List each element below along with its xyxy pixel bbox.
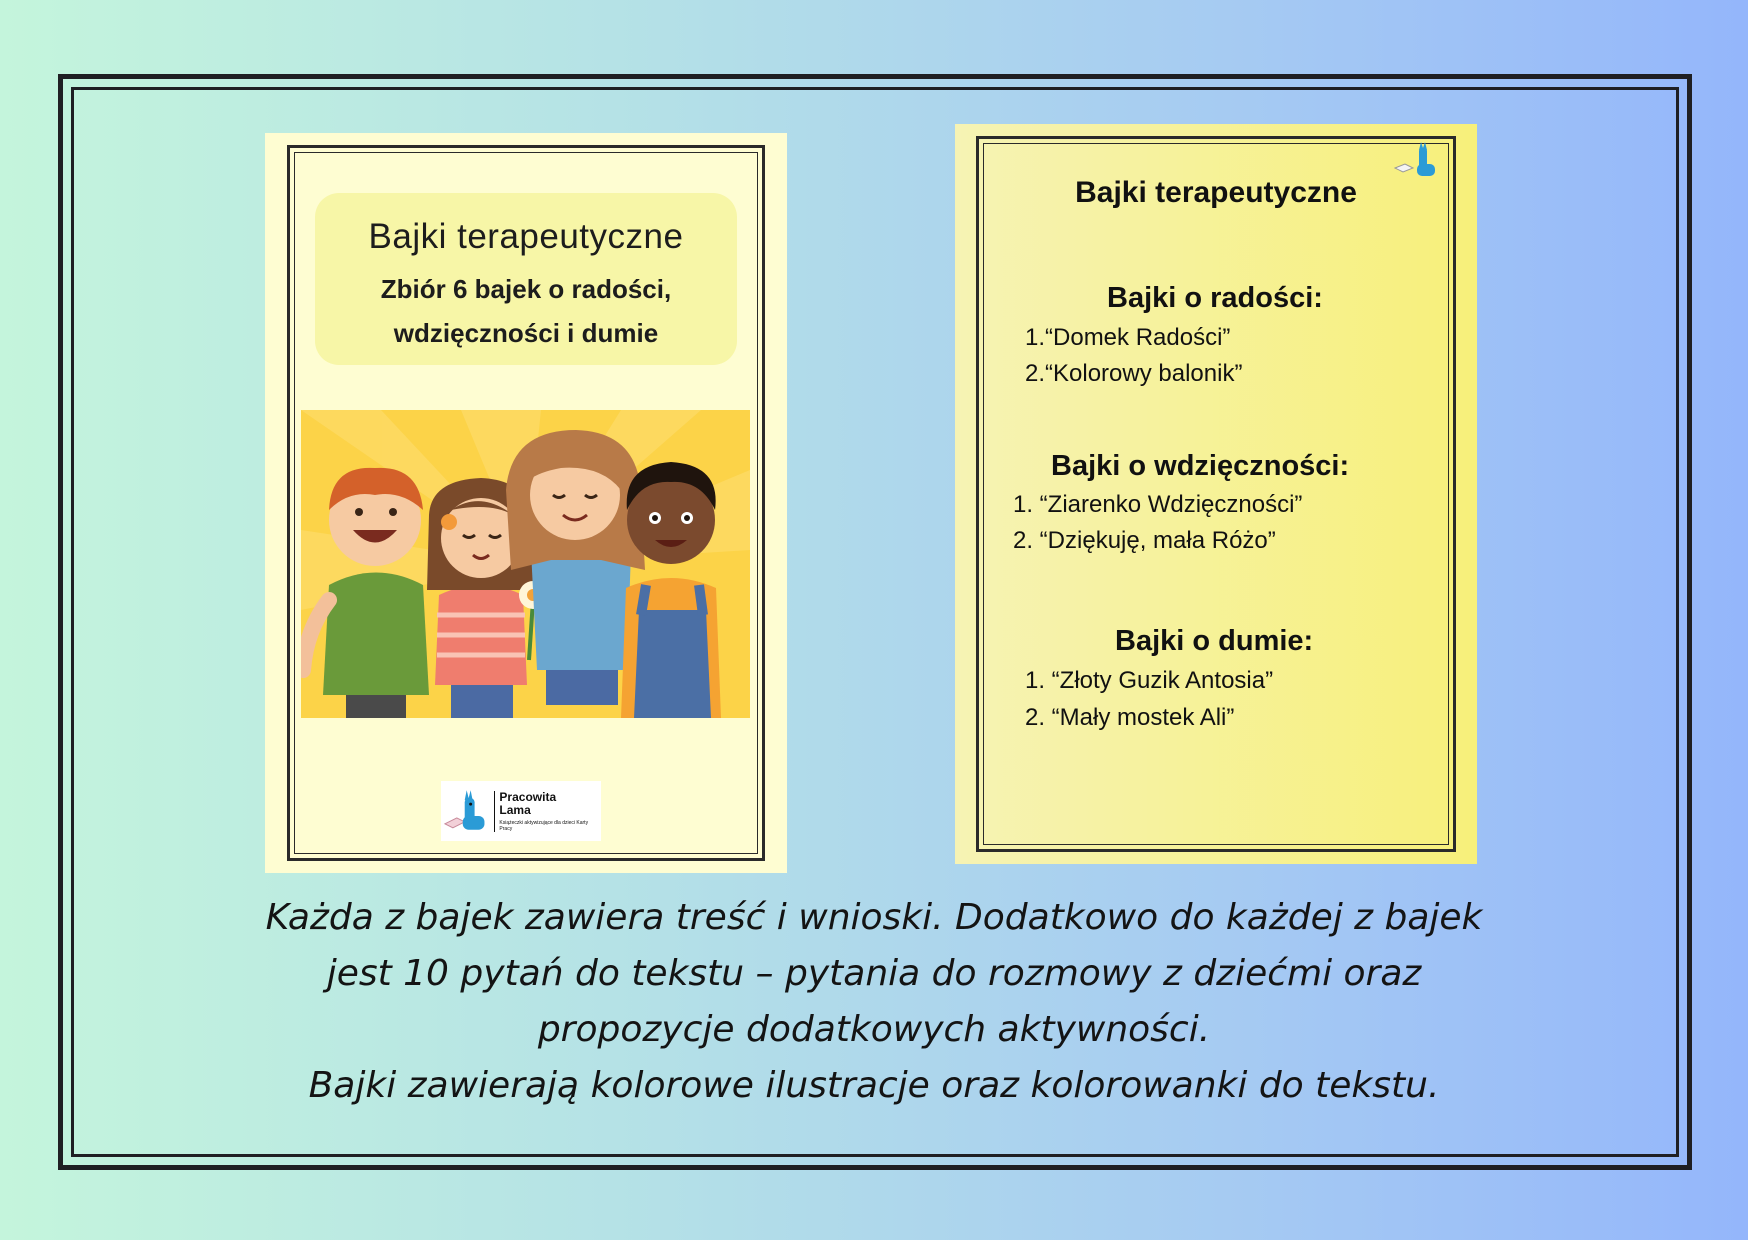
cover-subtitle <box>315 267 737 355</box>
caption-line1: Każda z bajek zawiera treść i wnioski. Dodatkowo do każdej z bajek <box>265 897 1483 938</box>
section-heading-gratitude: Bajki o wdzięczności: <box>1051 450 1350 482</box>
list-item: 1. “Złoty Guzik Antosia” <box>1025 667 1274 694</box>
caption-line2: jest 10 pytań do tekstu – pytania do rozmowy z dziećmi oraz <box>326 953 1422 994</box>
logo-name-line2: Lama <box>499 802 531 817</box>
children-illustration-svg <box>301 410 750 718</box>
children-illustration <box>301 410 750 718</box>
list-item: 2. “Dziękuję, mała Różo” <box>1013 527 1276 554</box>
cover-subtitle-line1: Zbiór 6 bajek o radości, <box>380 274 672 304</box>
cover-title: Bajki terapeutyczne <box>368 217 684 256</box>
list-item: 2. “Mały mostek Ali” <box>1025 704 1235 731</box>
logo-tagline: Książeczki aktywizujące dla dzieci Karty Pracy <box>499 819 589 832</box>
section-heading-pride: Bajki o dumie: <box>1115 625 1314 657</box>
cover-title-box <box>315 193 737 365</box>
book-cover <box>265 133 787 873</box>
logo-text <box>494 791 601 832</box>
list-item: 2.“Kolorowy balonik” <box>1025 360 1243 387</box>
list-item: 1. “Ziarenko Wdzięczności” <box>1013 491 1303 518</box>
description-caption <box>80 890 1668 1114</box>
pracowita-lama-logo <box>441 781 601 841</box>
cover-subtitle-line2: wdzięczności i dumie <box>393 318 659 348</box>
caption-line4: Bajki zawierają kolorowe ilustracje oraz kolorowanki do tekstu. <box>308 1065 1440 1106</box>
caption-line3: propozycje dodatkowych aktywności. <box>537 1009 1211 1050</box>
table-of-contents-card <box>955 124 1477 864</box>
logo-name-line1: Pracowita <box>499 789 557 804</box>
list-item: 1.“Domek Radości” <box>1025 324 1231 351</box>
boy-overalls <box>621 462 721 718</box>
toc-title: Bajki terapeutyczne <box>1075 176 1357 209</box>
lama-icon <box>441 786 488 836</box>
section-heading-joy: Bajki o radości: <box>1107 282 1323 314</box>
